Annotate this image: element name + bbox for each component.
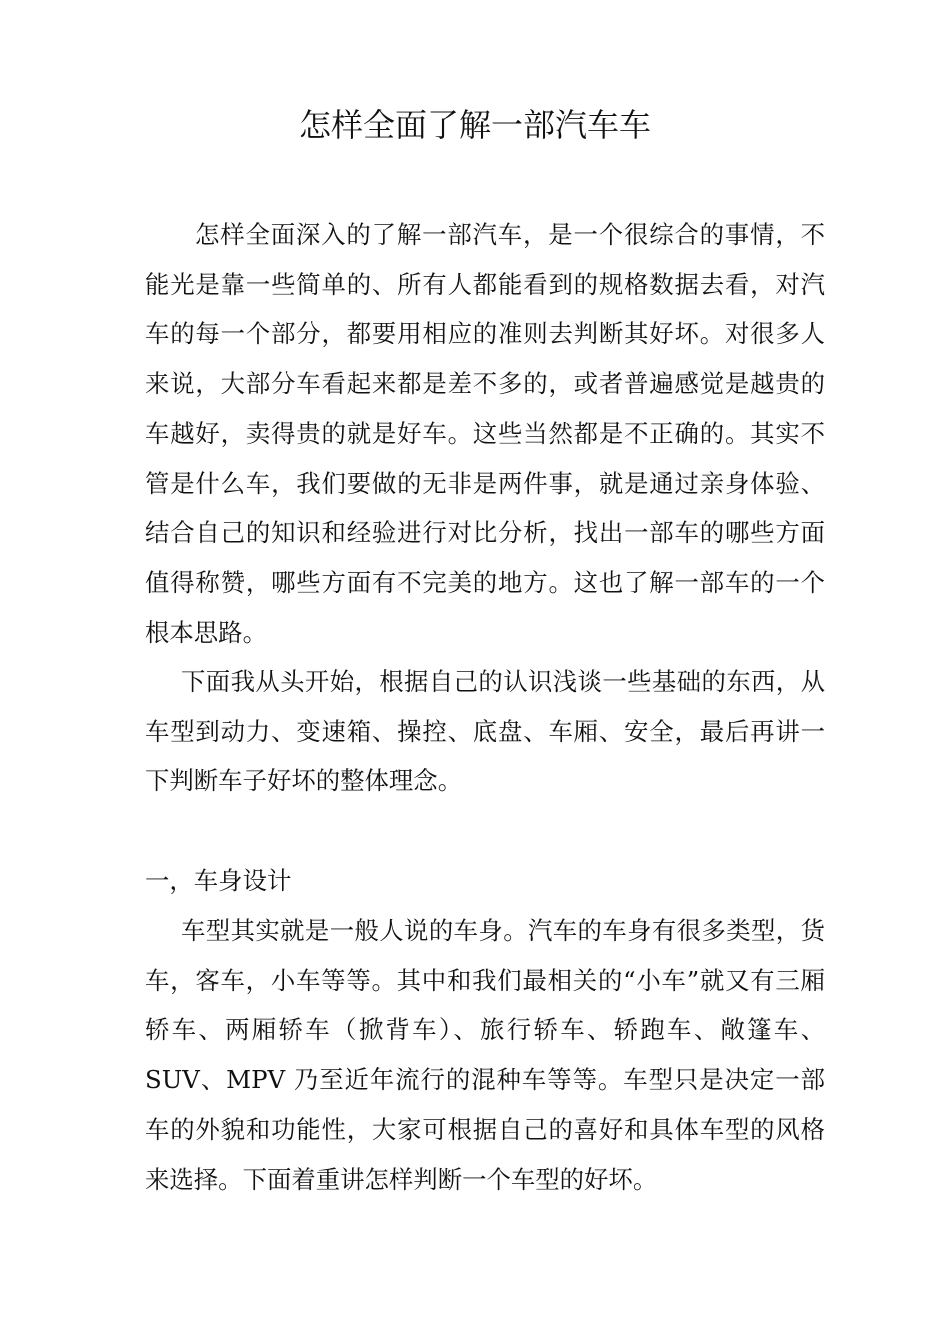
intro-paragraph: 怎样全面深入的了解一部汽车，是一个很综合的事情，不能光是靠一些简单的、所有人都能看到的规格数据去看，对汽车的每一个部分，都要用相应的准则去判断其好坏。对很多人来说，大部分车看起来都是差不多的，或者普遍感觉是越贵的车越好，卖得贵的就是好车。这些当然都是不正确的。其实不管是什么车，我们要做的无非是两件事，就是通过亲身体验、结合自己的知识和经验进行对比分析，找出一部车的哪些方面值得称赞，哪些方面有不完美的地方。这也了解一部车的一个根本思路。: [145, 220, 825, 647]
section-heading-body-design: 一，车身设计: [145, 866, 292, 895]
body-design-paragraph: 车型其实就是一般人说的车身。汽车的车身有很多类型，货车，客车，小车等等。其中和我们最相关的“小车”就又有三厢轿车、两厢轿车（掀背车）、旅行轿车、轿跑车、敞篷车、SUV、MPV 乃至近年流行的混种车等等。车型只是决定一部车的外貌和功能性，大家可根据自己的喜好和具体车型的风格来选择。下面着重讲怎样判断一个车型的好坏。: [145, 916, 825, 1194]
overview-paragraph: 下面我从头开始，根据自己的认识浅谈一些基础的东西，从车型到动力、变速箱、操控、底盘、车厢、安全，最后再讲一下判断车子好坏的整体理念。: [145, 667, 825, 796]
document-title: 怎样全面了解一部汽车车: [298, 106, 651, 144]
